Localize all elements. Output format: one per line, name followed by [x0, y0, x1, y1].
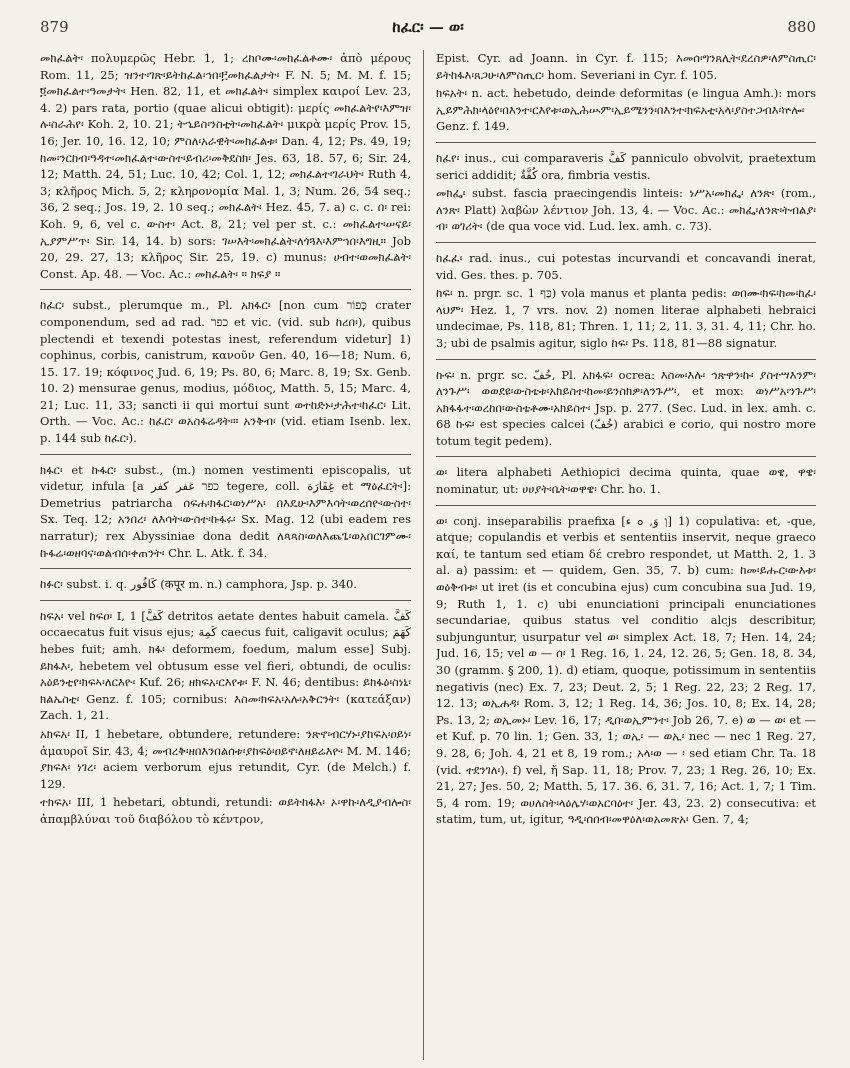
entry-divider: [436, 359, 816, 360]
entry-divider: [436, 505, 816, 506]
entry-kifat: ክፍአት፡ n. act. hebetudo, deinde deformitas (e lingua Amh.): mors ኢይምሕክ፡ላዕየ፡በእንተ፡ርእየቱ፡ወኢሕሡም፡ኢይሜንን፡በእንተ፡ክፍአቲ፡አላ፡ያስተጋብእ፡ኵሎ፡ Genz. f. 149.: [436, 86, 816, 134]
right-column: [436, 50, 816, 1060]
entry-divider: [436, 456, 816, 457]
entry-takfa: ተክፍአ፡ III, 1 hebetari, obtundi, retundi: ወይትከፋእ፡ ኦ፡ዋኩ፡ለዲያብሎስ፡ ἀπαμβλύναι τοῦ διαβόλου τὸ κέντρον,: [40, 795, 411, 826]
running-head: ከፈር፡ — ወ፡: [392, 18, 464, 36]
entry-akfa: አክፍአ፡ II, 1 hebetare, obtundere, retundere: ንጽኖ፡ብርሃኑ፡ያከፍአ፡ዐይነ፡ ἀμαυροῖ Sir. 43, 4; መብረቅ፡ዘበእንበልሰቱ፡ያከፍዕ፡ዐይኖ፡ለዘይሬእዮ፡ M. M. 146; ያክፍእ፡ ነገረ፡ aciem verborum ejus retundit, Cyr. (de Melch.) f. 129.: [40, 726, 411, 791]
entry-divider: [436, 142, 816, 143]
page-header: [40, 18, 816, 40]
left-column: [40, 50, 411, 1060]
entry-divider: [40, 600, 411, 601]
entry-kefefe: ከፈፈ፡ rad. inus., cui potestas incurvandi et concavandi inerat, vid. Ges. thes. p. 705.: [436, 250, 816, 282]
entry-kefer: ከፈር፡ subst., plerumque m., Pl. አክፋር፡ [non cum כְּפוֹר crater componendum, sed ad rad. כפר et vic. (vid. sub ከረበ፡), quibus plectendi et texendi potestas inest, referendum videtur] 1) cophinus, corbis, canistrum, κανοῦν Gen. 40, 16—18; Num. 6, 15. 17. 19; κόφινος Jud. 6, 19; Ps. 80, 6; Marc. 8, 19; Sx. Genb. 10. 2) mensurae genus, modius, μόδιος, Matth. 5, 15; Marc. 4, 21; Luc. 11, 33; sancti ii qui mortui sunt ወተከድኑ፡ታሕተ፡ከፈር፡ Lit. Orth. — Voc. Ac.: ከፈር፡ ወአስፋሬዳት፡። አንቅብ፡ (vid. etiam Isenb. lex. p. 144 sub ከፈር፡).: [40, 298, 411, 446]
entry-continuation: Epist. Cyr. ad Joann. in Cyr. f. 115; እመሰ፡ግንጸሊት፡ደረስዎ፡ለምስጢር፡ይትከፋእ፡ጸጋሁ፡ለምስጢር፡ hom. Severiani in Cyr. f. 105.: [436, 51, 816, 82]
entry-mekfelt: መክፈልት፡ πολυμερῶς Hebr. 1, 1; ረከቦሙ፡መክፈልቶሙ፡ ἀπὸ μέρους Rom. 11, 25; ዝንተ፡ገጽ፡ይትከፈል፡ኅበ፡፫መክፈልታት፡ F. N. 5; M. M. f. 15; ፬መክፈልተ፡ዓመታት፡ Hen. 82, 11, et መክፈልት፡ simplex καιροί Lev. 23, 4. 2) pars rata, portio (quae alicui obtigit): μερίς መክፈልትየ፡እምዝ፡ሉ፡ስራሕየ፡ Koh. 2, 10. 21; ትኄይስ፡ንስቲት፡መክፈልት፡ μικρὰ μερίς Prov. 15, 16; Jer. 10, 16. 12, 10; ምስለ፡አራዊት፡መክፈልቱ፡ Dan. 4, 12; Ps. 49, 19; ከመ፡ንርከብ፡ዓዳተ፡መክፈልተ፡ውስተ፡ይብሪ፡መቅደስክ፡ Jes. 63, 18. 57, 6; Sir. 24, 12; Matth. 24, 51; Luc. 10, 42; Col. 1, 12; መክፈልተ፡ገራህት፡ Ruth 4, 3; κλῆρος Mich. 5, 2; κληρονομία Mal. 1, 3; Num. 26, 54 seq.; 36, 2 seq.; Jos. 19, 2. 10 seq.; መክፈልት፡ Hez. 45, 7. a) c. c. በ፡ rei: Koh. 9, 6, vel c. ውስተ፡ Act. 8, 21; vel per st. c.: መክፈልተ፡ሠናይ፡ኢያምሥጥ፡ Sir. 14, 14. b) sors: ገሠእት፡መክፈልት፡ለጎጓእ፡እምኀበ፡እግዚ። Job 20, 29. 27, 13; κλῆρος Sir. 25, 19. c) munus: ሀብተ፡ወመክፈልት፡ Const. Ap. 48. — Voc. Ac.: መክፈልት፡ ። ክፍያ ።: [40, 51, 411, 281]
entry-divider: [40, 454, 411, 455]
entry-kaf: ከፍ፡ n. prgr. sc. כַּף 1) vola manus et planta pedis: ወበሙ፡ክፍ፡ከመ፡ከፈ፡ላህም፡ Hez. 1, 7 vrs. nov. 2) nomen literae alphabeti hebraici undecimae, Ps. 118, 81; Thren. 1, 11; 2, 11. 3, 31. 4, 11; Chr. ho. 3; ubi de psalmis agitur, siglo ከፍ፡ Ps. 118, 81—88 signatur.: [436, 286, 816, 350]
entry-divider: [40, 568, 411, 569]
entry-divider: [436, 242, 816, 243]
entry-we-conjunction: ወ፡ conj. inseparabilis praefixa [וְ وَ, ܘ ﺀ] 1) copulativa: et, -que, atque; copulandis et verbis et sententiis inservit, neque graeco καί, te tantum sed etiam δέ crebro respondet, ut Matth. 2, 1. 3 al. a) passim: et — quidem, Gen. 35, 7. b) cum: ከመ፡ይሑር፡ውእቱ፡ወዕቅብቱ፡ ut iret (is et concubina ejus) cum concubina sua Jud. 19, 9; Ruth 1, 1. c) ubi enunciationi principali enunciationes secundariae, quibus status vel conditio alcjs describitur, subjunguntur, usurpatur vel ወ፡ simplex Act. 18, 7; Hen. 14, 24; Jud. 16, 15; vel ወ — ሰ፡ 1 Reg. 16, 1. 24, 12. 26, 5; Gen. 18, 8. 34, 30 (gramm. § 200, 1). d) etiam, quoque, potissimum in sententiis negativis (nec) Ex. 7, 23; Deut. 2, 5; 1 Reg. 22, 23; 2 Reg. 17, 12. 13; ወኢሐዳ፡ Rom. 3, 12; 1 Reg. 14, 36; Jos. 10, 8; Ex. 14, 28; Ps. 13, 2; ወኢመኑ፡ Lev. 16, 17; ዲበ፡ወኢምንተ፡ Job 26, 7. e) ወ — ወ፡ et — et Kuf. p. 70 lin. 1; Gen. 33, 1; ወኢ፡ — ወኢ፡ nec — nec 1 Reg. 27, 9. 28, 6; Joh. 4, 21 et 8, 19 rom.; አላ፡ወ — ፡ sed etiam Chr. Ta. 18 (vid. ተደንገለ፡). f) vel, ἤ Sap. 11, 18; Prov. 7, 23; 1 Reg. 26, 10; Ex. 21, 27; Jes. 50, 2; Matth. 5, 17. 36. 6, 31. 7, 16; Act. 1, 7; 1 Tim. 5, 4 rom. 19; ወሀለስት፡ላዕሌሃ፡ወአርባዕተ፡ Jer. 43, 23. 2) consecutiva: et statim, tum, ut, igitur, ዓዲ፡ሰበብ፡መዋዕለ፡ወአመጽአ፡ Gen. 7, 4;: [436, 513, 816, 827]
entry-divider: [40, 289, 411, 290]
entry-kuf: ኩፍ፡ n. prgr. sc. خُفّ, Pl. አክፋፍ፡ ocrea: እስመ፡እሉ፡ ኅጽዋን፡ኩ፡ ያስተሣእንም፡ለንጉሥ፡ ወወደዩ፡ውስቴቱ፡አክይስተ፡ከመ፡ይንስክዎ፡ለንጉሥ፡, et mox: ወነሥአ፡ንጉሥ፡አክፋፋተ፡ወረከበ፡ውስቴቶሙ፡አክይስተ፡ Jsp. p. 277. (Sec. Lud. in lex. amh. c. 68 ኩፍ፡ est species calcei (خُفّ) arabici e corio, qui nostro more totum tegit pedem).: [436, 367, 816, 448]
column-rule: [423, 50, 424, 1060]
entry-kefur: ከፉር፡ subst. i. q. كَافُور (कपूर m. n.) camphora, Jsp. p. 340.: [40, 577, 357, 592]
page-number-right: 880: [787, 18, 816, 36]
entry-mekfe: መክፌ፡ subst. fascia praecingendis linteis: ነሥአ፡መክፌ፡ ለንጽ፡ (rom., ለንጽ፡ Platt) λαβὼν λέντιον Joh. 13, 4. — Voc. Ac.: መክፌ፡ለንጽ፡ትብልያ፡ብ፡ ወገሪት፡ (de qua voce vid. Lud. lex. amh. c. 73).: [436, 186, 816, 234]
entry-kefeye: ከፈየ፡ inus., cui comparaveris كَفَّ panniculo obvolvit, praetextum serici addidit; كُفَّةٌ ora, fimbria vestis.: [436, 150, 816, 182]
entry-kef-a: ከፍአ፡ vel ከፍዐ፡ I, 1 [كَفَّ detritos aetate dentes habuit camela. كَفَّ occaecatus fuit visus ejus; كَمِهَ caecus fuit, caligavit oculus; كَهَمَ hebes fuit; amh. ክፋ፡ deformem, foedum, malum esse] Subj. ይክፋእ፡, hebetem vel obtusum esse vel fieri, obtundi, de oculis: አዕይንቲየ፡ክፍኣ፡ለርእዮ፡ Kuf. 26; ዘክፍአ፡ርእየቱ፡ F. N. 46; dentibus: ይክፋዕ፡ስነኒ፡ክልኤስቲ፡ Genz. f. 105; cornibus: እስመ፡ክፍአ፡አሉ፡አቅርንት፡ (κατεάξαν) Zach. 1, 21.: [40, 608, 411, 723]
page-number-left: 879: [40, 18, 69, 36]
entry-we-letter: ወ፡ litera alphabeti Aethiopici decima quinta, quae ወዌ, ዋዌ፡ nominatur, ut: ሀሀያት፡ቤት፡ወዋዌ፡ Chr. ho. 1.: [436, 465, 816, 497]
entry-kifar: ክፋር፡ et ኩፋር፡ subst., (m.) nomen vestimenti episcopalis, ut videtur, infula [a כפר غفر كفر tegere, coll. غِفَارَة et ማዕፈርት፡]: Demetrius patriarcha ሰፍሐ፡ክፋር፡ወነሥአ፡ በእዴሁ፡እምእሳት፡ወረሰዮ፡ውስተ፡ Sx. Teq. 12; አንበረ፡ ለእሳት፡ውስተ፡ኩፋሩ፡ Sx. Mag. 12 (ubi eadem res narratur); rex Abyssiniae dona dedit ለጳጳስ፡ወለእጨጌ፡ወአበርገምሙ፡ ኩፋሬ፡ወዘባና፡ወልብሰ፡ቀጠንት፡ Chr. L. Atk. f. 34.: [40, 462, 411, 560]
